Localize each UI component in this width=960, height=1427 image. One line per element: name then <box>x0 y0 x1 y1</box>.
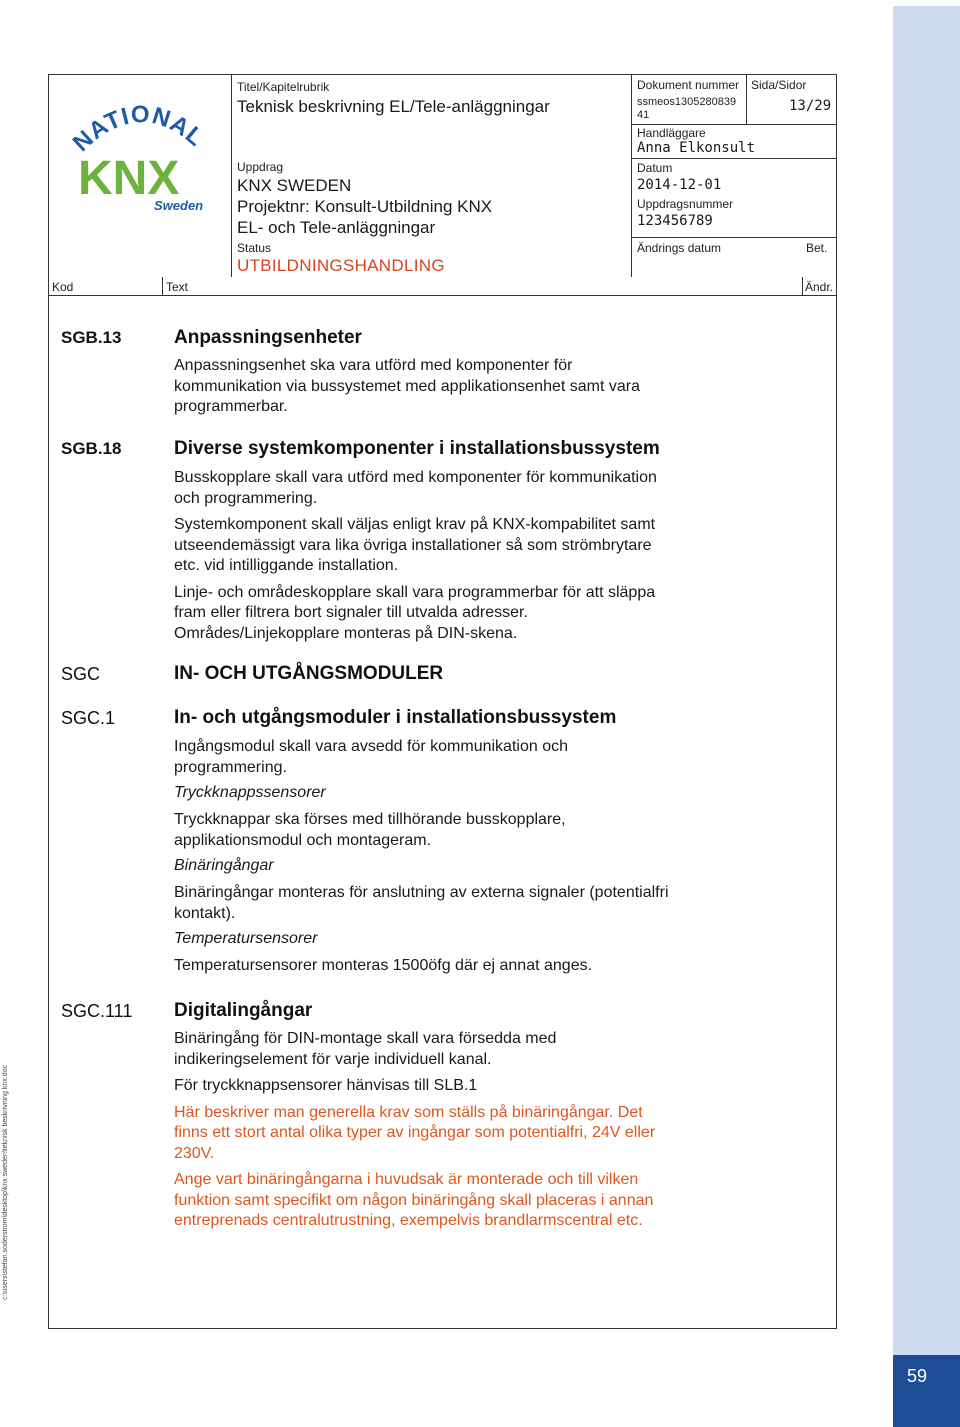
logo-graphic <box>70 98 220 228</box>
body-line: Systemkomponent skall väljas enligt krav på KNX-kompabilitet samt <box>174 516 656 533</box>
guidance-line: 230V. <box>174 1144 215 1162</box>
file-path: c:\users\stefan.soderstrom\desktop\knx sweden\teknisk beskrivning knx.doc <box>2 1065 9 1300</box>
column-andr: Ändr. <box>805 280 834 294</box>
section-heading: Digitalingångar <box>174 1000 313 1021</box>
doc-number-value: ssmeos1305280839 <box>637 96 737 108</box>
header-rule <box>631 124 837 125</box>
page-label: Sida/Sidor <box>751 78 807 92</box>
body-line: Busskopplare skall vara utförd med komponenter för kommunikation <box>174 469 657 486</box>
body-line: programmerbar. <box>174 398 288 415</box>
column-kod: Kod <box>52 280 74 294</box>
body-line: indikeringselement för varje individuell kanal. <box>174 1050 492 1068</box>
body-line: Temperatursensorer monteras 1500öfg där ej annat anges. <box>174 957 593 974</box>
status-label: Status <box>237 241 272 255</box>
assignment-line2: Projektnr: Konsult-Utbildning KNX <box>237 197 493 216</box>
column-text: Text <box>166 280 189 294</box>
header-divider <box>162 277 163 295</box>
document-title: Teknisk beskrivning EL/Tele-anläggningar <box>237 97 550 116</box>
body-line: kommunikation via bussystemet med applikationsenhet samt vara <box>174 377 640 395</box>
bet-label: Bet. <box>806 241 828 255</box>
section-body <box>174 356 794 418</box>
header-rule <box>631 237 837 238</box>
handler-label: Handläggare <box>637 126 706 140</box>
subheading: Temperatursensorer <box>174 930 318 947</box>
body-line: utseendemässigt vara lika övriga installationer så som strömbrytare <box>174 536 652 554</box>
header-rule <box>631 158 837 159</box>
date-value: 2014-12-01 <box>637 177 722 193</box>
date-label: Datum <box>637 161 673 175</box>
guidance-line: finns ett stort antal olika typer av ingångar som potentialfri, 24V eller <box>174 1124 656 1141</box>
assignment-label: Uppdrag <box>237 160 284 174</box>
section-heading: Diverse systemkomponenter i installationsbussystem <box>174 438 660 459</box>
header-bottom-rule <box>48 295 837 296</box>
section-code: SGC.1 <box>61 708 116 728</box>
header-divider <box>631 74 632 277</box>
body-line: Anpassningsenhet ska vara utförd med komponenter för <box>174 357 573 374</box>
section-heading: Anpassningsenheter <box>174 327 362 348</box>
section-heading: In- och utgångsmoduler i installationsbussystem <box>174 707 617 728</box>
national-knx-logo <box>70 98 220 228</box>
section-code: SGB.18 <box>61 439 122 458</box>
page-number: 59 <box>906 1366 928 1386</box>
body-line: För tryckknappsensorer hänvisas till SLB.1 <box>174 1077 478 1094</box>
assignment-number-label: Uppdragsnummer <box>637 197 734 211</box>
title-label: Titel/Kapitelrubrik <box>237 80 330 94</box>
handler-value: Anna Elkonsult <box>637 140 756 156</box>
guidance-line: Här beskriver man generella krav som ställs på binäringångar. Det <box>174 1103 643 1121</box>
guidance-line: Ange vart binäringångarna i huvudsak är monterade och till vilken <box>174 1171 639 1188</box>
logo-arc-text: NATIONAL <box>70 101 210 157</box>
section-heading: IN- OCH UTGÅNGSMODULER <box>174 663 444 684</box>
body-line: Områdes/Linjekopplare monteras på DIN-skena. <box>174 624 518 642</box>
body-line: programmering. <box>174 758 287 776</box>
section-code: SGC.111 <box>61 1001 133 1021</box>
subheading: Binäringångar <box>174 857 274 874</box>
assignment-line3: EL- och Tele-anläggningar <box>237 218 436 237</box>
body-line: Binäringångar monteras för anslutning av externa signaler (potentialfri <box>174 884 669 901</box>
header-divider <box>231 74 232 277</box>
section-body <box>174 1029 794 1232</box>
section-body <box>174 737 794 977</box>
body-line: och programmering. <box>174 489 318 507</box>
guidance-line: funktion samt specifikt om någon binäringång skall placeras i annan <box>174 1191 654 1209</box>
section-code: SGC <box>61 664 101 684</box>
body-line: kontakt). <box>174 904 236 922</box>
logo-country: Sweden <box>154 198 204 213</box>
page-value: 13/29 <box>789 98 832 114</box>
body-line: Linje- och områdeskopplare skall vara programmerbar för att släppa <box>174 583 656 601</box>
doc-number-label: Dokument nummer <box>637 78 740 92</box>
assignment-number-value: 123456789 <box>637 213 713 229</box>
side-band <box>893 6 960 1427</box>
assignment-line1: KNX SWEDEN <box>237 176 352 195</box>
section-code: SGB.13 <box>61 328 122 347</box>
status-value: UTBILDNINGSHANDLING <box>237 256 445 275</box>
subheading: Tryckknappssensorer <box>174 784 326 801</box>
doc-number-value-2: 41 <box>637 109 650 121</box>
body-line: Tryckknappar ska förses med tillhörande busskopplare, <box>174 811 566 828</box>
header-divider <box>802 277 803 295</box>
body-line: applikationsmodul och montageram. <box>174 831 432 849</box>
header-divider <box>746 74 747 124</box>
body-line: Ingångsmodul skall vara avsedd för kommunikation och <box>174 738 568 755</box>
section-body <box>174 468 794 644</box>
body-line: etc. vid intilliggande installation. <box>174 557 399 574</box>
logo-brand: KNX <box>78 152 180 205</box>
guidance-line: entreprenads centralutrustning, exempelvis brandlarmscentral etc. <box>174 1212 643 1229</box>
body-line: fram eller filtrera bort signaler till utvalda adresser. <box>174 604 528 621</box>
change-date-label: Ändrings datum <box>637 241 722 255</box>
svg-text:NATIONAL <box>70 101 209 157</box>
body-line: Binäringång för DIN-montage skall vara försedda med <box>174 1030 557 1047</box>
